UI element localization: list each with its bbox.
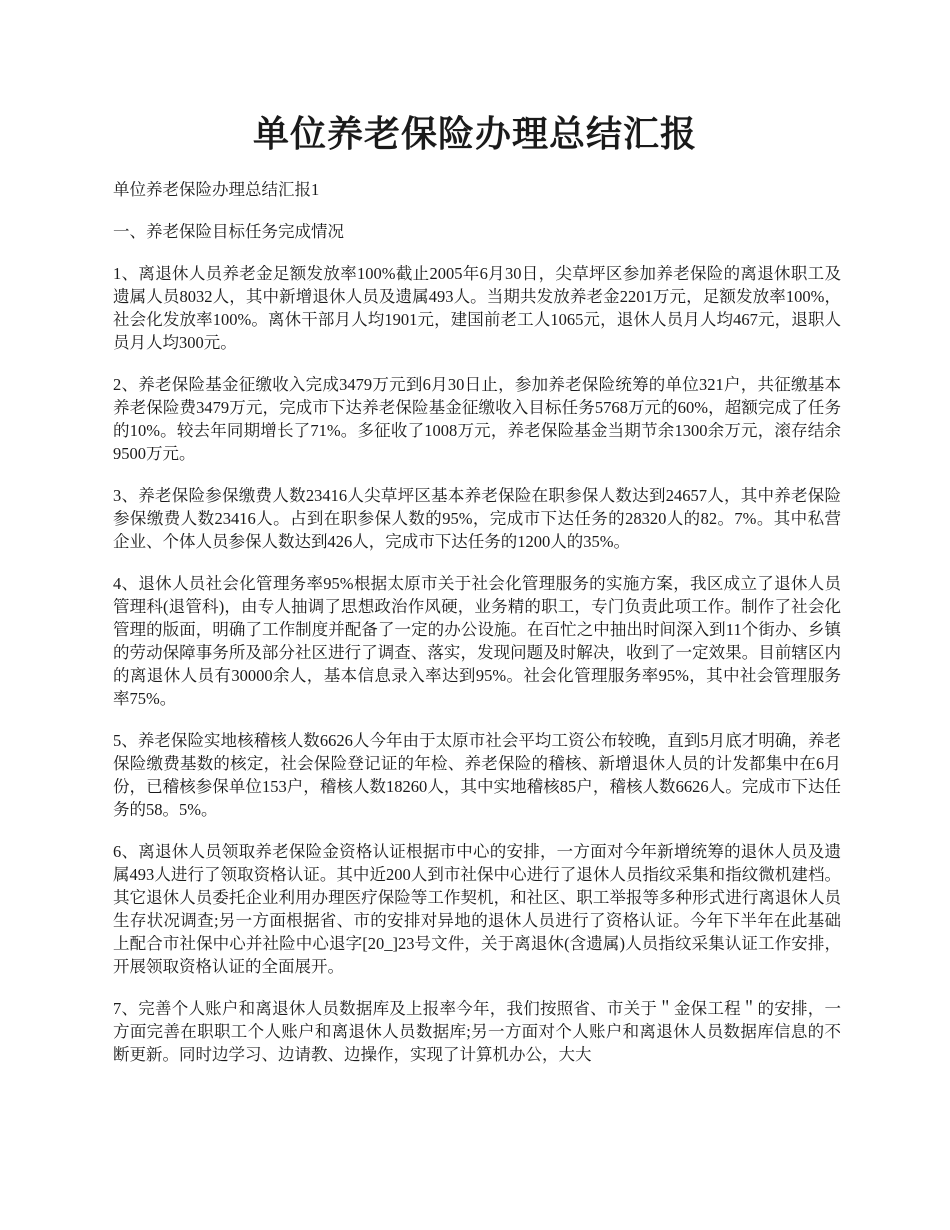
document-title: 单位养老保险办理总结汇报: [252, 114, 697, 154]
paragraph-item-3: 3、养老保险参保缴费人数23416人尖草坪区基本养老保险在职参保人数达到24657人，其中养老保险参保缴费人数23416人。占到在职参保人数的95%，完成市下达任务的28320人的82。7%。其中私营企业、个体人员参保人数达到426人，完成市下达任务的1200人的35%。: [113, 486, 841, 551]
paragraph-item-7: 7、完善个人账户和离退休人员数据库及上报率今年，我们按照省、市关于＂金保工程＂的安排，一方面完善在职职工个人账户和离退休人员数据库;另一方面对个人账户和离退休人员数据库信息的不断更新。同时边学习、边请教、边操作，实现了计算机办公，大大: [113, 999, 841, 1064]
document-body: [113, 178, 841, 1085]
paragraph-item-6: 6、离退休人员领取养老保险金资格认证根据市中心的安排，一方面对今年新增统筹的退休人员及遗属493人进行了领取资格认证。其中近200人到市社保中心进行了退休人员指纹采集和指纹微机建档。其它退休人员委托企业利用办理医疗保险等工作契机，和社区、职工举报等多种形式进行离退休人员生存状况调查;另一方面根据省、市的安排对异地的退休人员进行了资格认证。今年下半年在此基础上配合市社保中心并社险中心退字[20_]23号文件，关于离退休(含遗属)人员指纹采集认证工作安排，开展领取资格认证的全面展开。: [113, 842, 841, 976]
paragraph-item-5: 5、养老保险实地核稽核人数6626人今年由于太原市社会平均工资公布较晚，直到5月底才明确，养老保险缴费基数的核定，社会保险登记证的年检、养老保险的稽核、新增退休人员的计发都集中在6月份，已稽核参保单位153户，稽核人数18260人，其中实地稽核85户，稽核人数6626人。完成市下达任务的58。5%。: [113, 731, 841, 819]
paragraph-item-1: 1、离退休人员养老金足额发放率100%截止2005年6月30日，尖草坪区参加养老保险的离退休职工及遗属人员8032人，其中新增退休人员及遗属493人。当期共发放养老金2201万元，足额发放率100%，社会化发放率100%。离休干部月人均1901元，建国前老工人1065元，退休人员月人均467元，退职人员月人均300元。: [113, 264, 841, 352]
paragraph-item-4: 4、退休人员社会化管理务率95%根据太原市关于社会化管理服务的实施方案，我区成立了退休人员管理科(退管科)，由专人抽调了思想政治作风硬，业务精的职工，专门负责此项工作。制作了社会化管理的版面，明确了工作制度并配备了一定的办公设施。在百忙之中抽出时间深入到11个街办、乡镇的劳动保障事务所及部分社区进行了调查、落实，发现问题及时解决，收到了一定效果。目前辖区内的离退休人员有30000余人，基本信息录入率达到95%。社会化管理服务率95%，其中社会管理服务率75%。: [113, 574, 841, 708]
paragraph-item-2: 2、养老保险基金征缴收入完成3479万元到6月30日止，参加养老保险统筹的单位321户，共征缴基本养老保险费3479万元，完成市下达养老保险基金征缴收入目标任务5768万元的60%，超额完成了任务的10%。较去年同期增长了71%。多征收了1008万元，养老保险基金当期节余1300余万元，滚存结余9500万元。: [113, 375, 841, 463]
section-heading: 一、养老保险目标任务完成情况: [113, 222, 344, 241]
subtitle-paragraph: 单位养老保险办理总结汇报1: [113, 180, 320, 199]
